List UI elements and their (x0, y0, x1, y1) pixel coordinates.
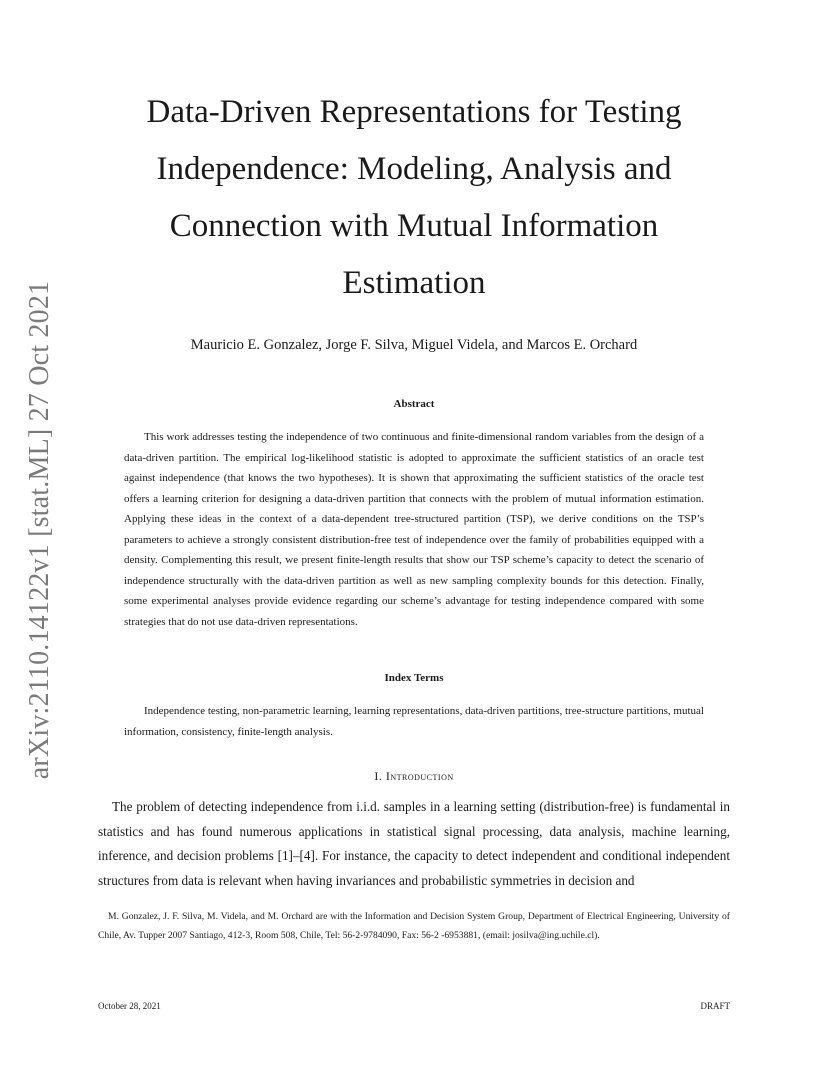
introduction-number: I. (374, 769, 383, 783)
author-list: Mauricio E. Gonzalez, Jorge F. Silva, Miguel Videla, and Marcos E. Orchard (190, 337, 638, 353)
arxiv-identifier-stamp (18, 280, 62, 780)
footer-draft-label: DRAFT (700, 1001, 730, 1011)
arxiv-identifier-text: arXiv:2110.14122v1 [stat.ML] 27 Oct 2021 (24, 280, 56, 780)
introduction-title: Introduction (385, 769, 454, 783)
footer-date: October 28, 2021 (98, 1001, 161, 1011)
abstract-text: This work addresses testing the independence of two continuous and finite-dimensional random variables from the design of a data-driven partition. The empirical log-likelihood statistic is adopted to approximate the sufficient statistics of an oracle test against independence (that knows the two hypotheses). It is shown that approximating the sufficient statistics of the oracle test offers a learning criterion for designing a data-driven partition that connects with the problem of mutual information estimation. Applying these ideas in the context of a data-dependent tree-structured partition (TSP), we derive conditions on the TSP’s parameters to achieve a strongly consistent distribution-free test of independence over the family of probabilities equipped with a density. Complementing this result, we present finite-length results that show our TSP scheme’s capacity to detect the scenario of independence structurally with the data-driven partition as well as new sampling complexity bounds for this detection. Finally, some experimental analyses provide evidence regarding our scheme’s advantage for testing independence compared with some strategies that do not use data-driven representations. (124, 431, 704, 628)
abstract-heading: Abstract (393, 398, 435, 410)
introduction-heading (98, 769, 730, 784)
introduction-text: The problem of detecting independence from i.i.d. samples in a learning setting (distribution-free) is fundamental in statistics and has found numerous applications in statistical signal processing, data analysis, machine learning, inference, and decision problems [1]–[4]. For instance, the capacity to detect independent and conditional independent structures from data is relevant when having invariances and probabilistic symmetries in decision and (98, 799, 730, 888)
index-terms-text: Independence testing, non-parametric learning, learning representations, data-driven partitions, tree-structure partitions, mutual information, consistency, finite-length analysis. (124, 705, 704, 738)
index-terms-heading: Index Terms (384, 672, 444, 684)
paper-title: Data-Driven Representations for Testing Independence: Modeling, Analysis and Connection with Mutual Information Estimation (146, 94, 682, 301)
author-affiliation-footnote: M. Gonzalez, J. F. Silva, M. Videla, and M. Orchard are with the Information and Decision System Group, Department of Electrical Engineering, University of Chile, Av. Tupper 2007 Santiago, 412-3, Room 508, Chile, Tel: 56-2-9784090, Fax: 56-2 -6953881, (email: josilva@ing.uchile.cl). (98, 911, 730, 941)
